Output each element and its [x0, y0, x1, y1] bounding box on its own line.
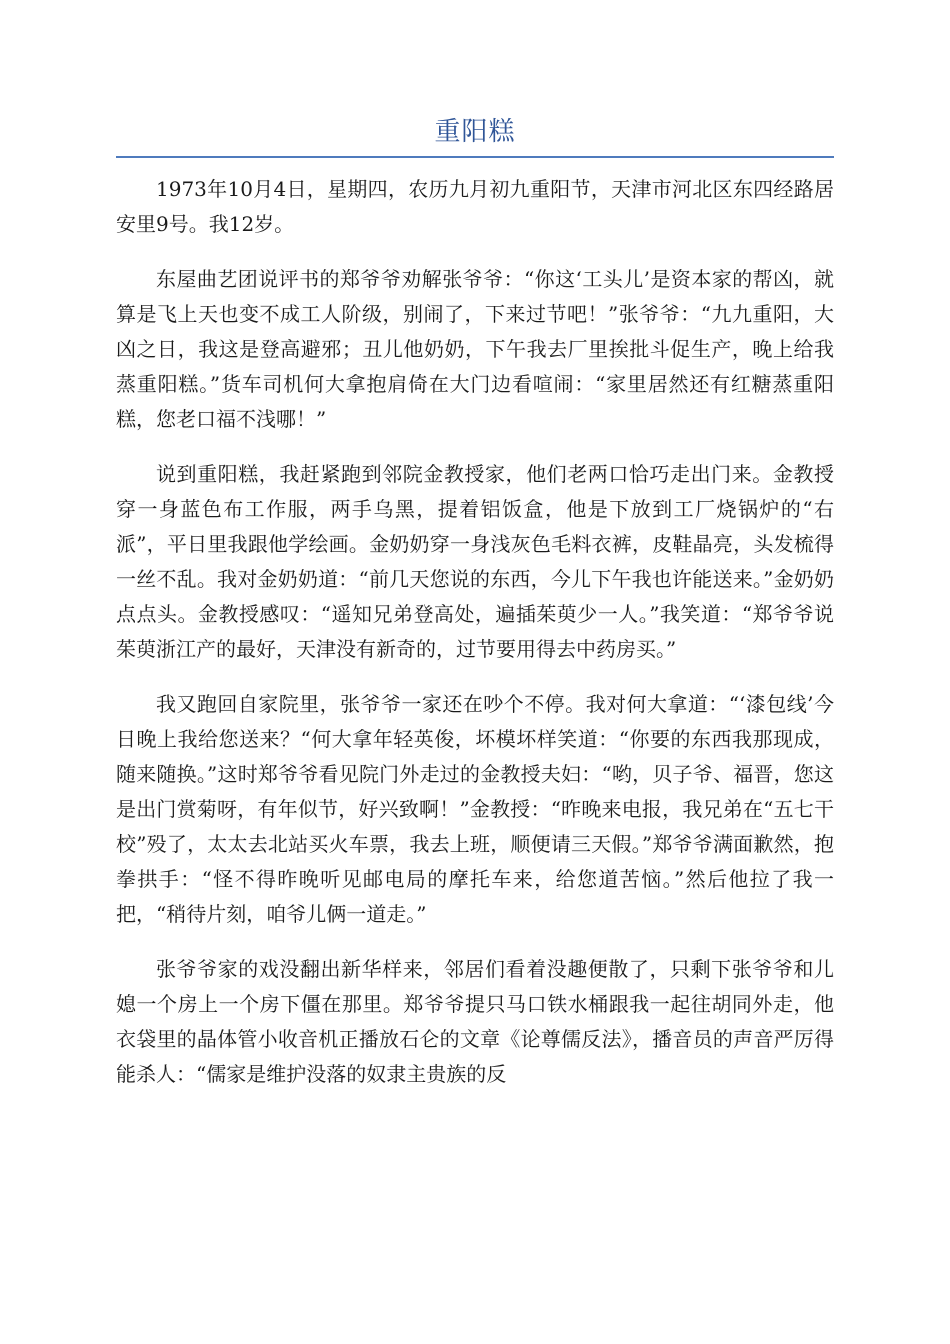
paragraph-4: 我又跑回自家院里，张爷爷一家还在吵个不停。我对何大拿道：“‘漆包线’今日晚上我给您送来？“何大拿年轻英俊，坏模坏样笑道：“你要的东西我那现成，随来随换。”这时郑爷爷看见院门外走过的金教授夫妇：“哟，贝子爷、福晋，您这是出门赏菊呀，有年似节，好兴致啊！”金教授：“昨晚来电报，我兄弟在“五七干校”殁了，太太去北站买火车票，我去上班，顺便请三天假。”郑爷爷满面歉然，抱拳拱手：“怪不得昨晚听见邮电局的摩托车来，给您道苦恼。”然后他拉了我一把，“稍待片刻，咱爷儿俩一道走。”: [116, 692, 834, 926]
document-body: [116, 172, 834, 1112]
title-block: [116, 108, 834, 158]
paragraph-5: 张爷爷家的戏没翻出新华样来，邻居们看着没趣便散了，只剩下张爷爷和儿媳一个房上一个房下僵在那里。郑爷爷提只马口铁水桶跟我一起往胡同外走，他衣袋里的晶体管小收音机正播放石仑的文章《论尊儒反法》，播音员的声音严厉得能杀人：“儒家是维护没落的奴隶主贵族的反: [116, 957, 834, 1086]
paragraph-1: 1973年10月4日，星期四，农历九月初九重阳节，天津市河北区东四经路居安里9号。我12岁。: [116, 177, 834, 236]
paragraph-3: 说到重阳糕，我赶紧跑到邻院金教授家，他们老两口恰巧走出门来。金教授穿一身蓝色布工作服，两手乌黑，提着铝饭盒，他是下放到工厂烧锅炉的“右派”，平日里我跟他学绘画。金奶奶穿一身浅灰色毛料衣裤，皮鞋晶亮，头发梳得一丝不乱。我对金奶奶道：“前几天您说的东西，今儿下午我也许能送来。”金奶奶点点头。金教授感叹：“遥知兄弟登高处，遍插茱萸少一人。”我笑道：“郑爷爷说茱萸浙江产的最好，天津没有新奇的，过节要用得去中药房买。”: [116, 462, 834, 661]
document-title: 重阳糕: [434, 117, 516, 147]
paragraph-2: 东屋曲艺团说评书的郑爷爷劝解张爷爷：“你这‘工头儿’是资本家的帮凶，就算是飞上天也变不成工人阶级，别闹了，下来过节吧！”张爷爷：“九九重阳，大凶之日，我这是登高避邪；丑儿他奶奶，下午我去厂里挨批斗促生产，晚上给我蒸重阳糕。”货车司机何大拿抱肩倚在大门边看喧闹：“家里居然还有红糖蒸重阳糕，您老口福不浅哪！”: [116, 267, 834, 431]
